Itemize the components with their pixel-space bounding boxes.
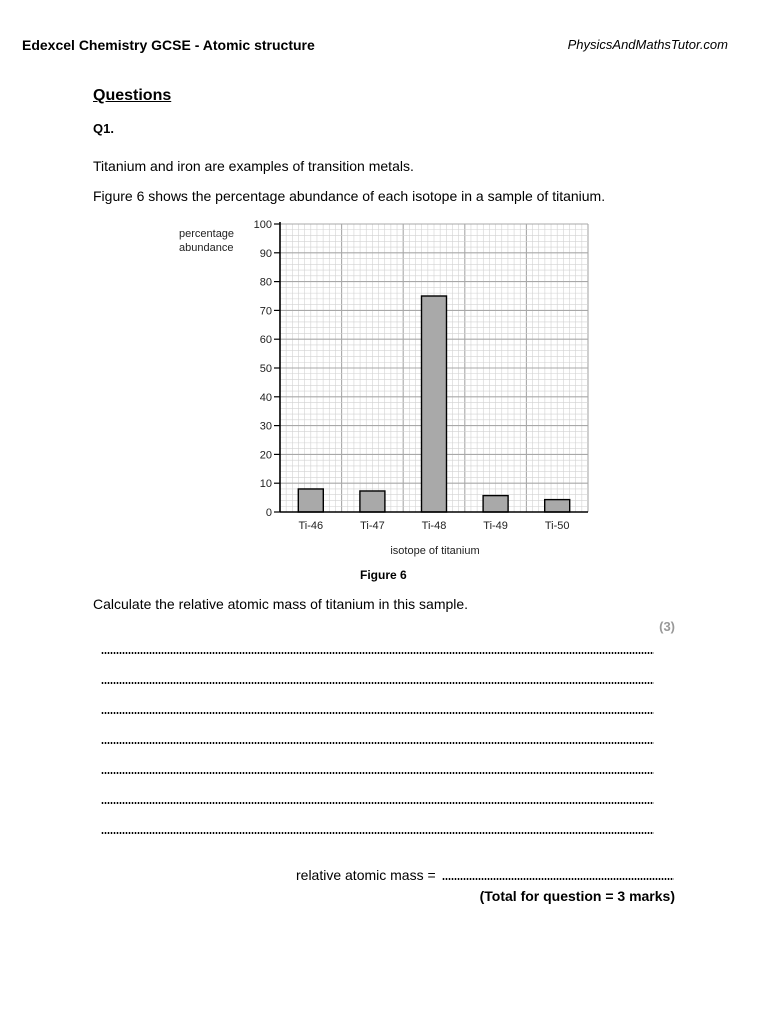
- x-tick-label: Ti-48: [421, 520, 447, 532]
- y-axis-label-line-2: abundance: [179, 242, 234, 254]
- answer-line-1[interactable]: [101, 652, 654, 654]
- y-tick-label: 10: [259, 478, 272, 491]
- bar-ti-47: [360, 491, 385, 512]
- intro-text-2: Figure 6 shows the percentage abundance of each isotope in a sample of titanium.: [93, 188, 606, 204]
- intro-text-1: Titanium and iron are examples of transition metals.: [93, 158, 414, 174]
- y-tick-label: 20: [259, 449, 272, 462]
- y-tick-label: 90: [259, 247, 272, 260]
- answer-line-5[interactable]: [101, 772, 654, 774]
- y-tick-label: 80: [259, 276, 272, 289]
- header-site: PhysicsAndMathsTutor.com: [567, 37, 728, 52]
- x-tick-label: Ti-49: [483, 520, 508, 532]
- question-prompt: Calculate the relative atomic mass of titanium in this sample.: [93, 596, 469, 612]
- y-axis-label-line-1: percentage: [179, 228, 235, 240]
- y-tick-label: 50: [259, 363, 272, 375]
- answer-line-6[interactable]: [101, 802, 654, 804]
- bar-ti-50: [545, 500, 570, 512]
- answer-line-4[interactable]: [101, 742, 654, 744]
- answer-input-line[interactable]: [442, 878, 674, 880]
- total-marks: (Total for question = 3 marks): [479, 888, 675, 904]
- x-tick-label: Ti-47: [360, 520, 385, 532]
- y-tick-label: 0: [265, 507, 272, 519]
- bar-ti-46: [298, 489, 323, 512]
- y-tick-label: 60: [259, 334, 272, 347]
- answer-line-7[interactable]: [101, 832, 654, 834]
- x-tick-label: Ti-50: [544, 520, 570, 532]
- chart-bars: [298, 296, 569, 512]
- x-tick-label: Ti-46: [298, 520, 324, 532]
- y-tick-label: 70: [259, 305, 272, 318]
- marks-label: (3): [659, 619, 675, 634]
- answer-label: relative atomic mass =: [296, 867, 436, 883]
- y-tick-label: 30: [259, 420, 272, 433]
- y-tick-label: 40: [259, 391, 272, 404]
- y-tick-label: 100: [253, 219, 272, 231]
- answer-line-3[interactable]: [101, 712, 654, 714]
- questions-heading: Questions: [93, 87, 172, 104]
- x-axis-label: isotope of titanium: [390, 545, 480, 557]
- figure-caption: Figure 6: [360, 568, 407, 582]
- question-number: Q1.: [93, 121, 114, 136]
- answer-line-2[interactable]: [101, 682, 654, 684]
- bar-ti-49: [483, 496, 508, 512]
- header-title: Edexcel Chemistry GCSE - Atomic structure: [22, 37, 315, 53]
- bar-ti-48: [422, 296, 447, 512]
